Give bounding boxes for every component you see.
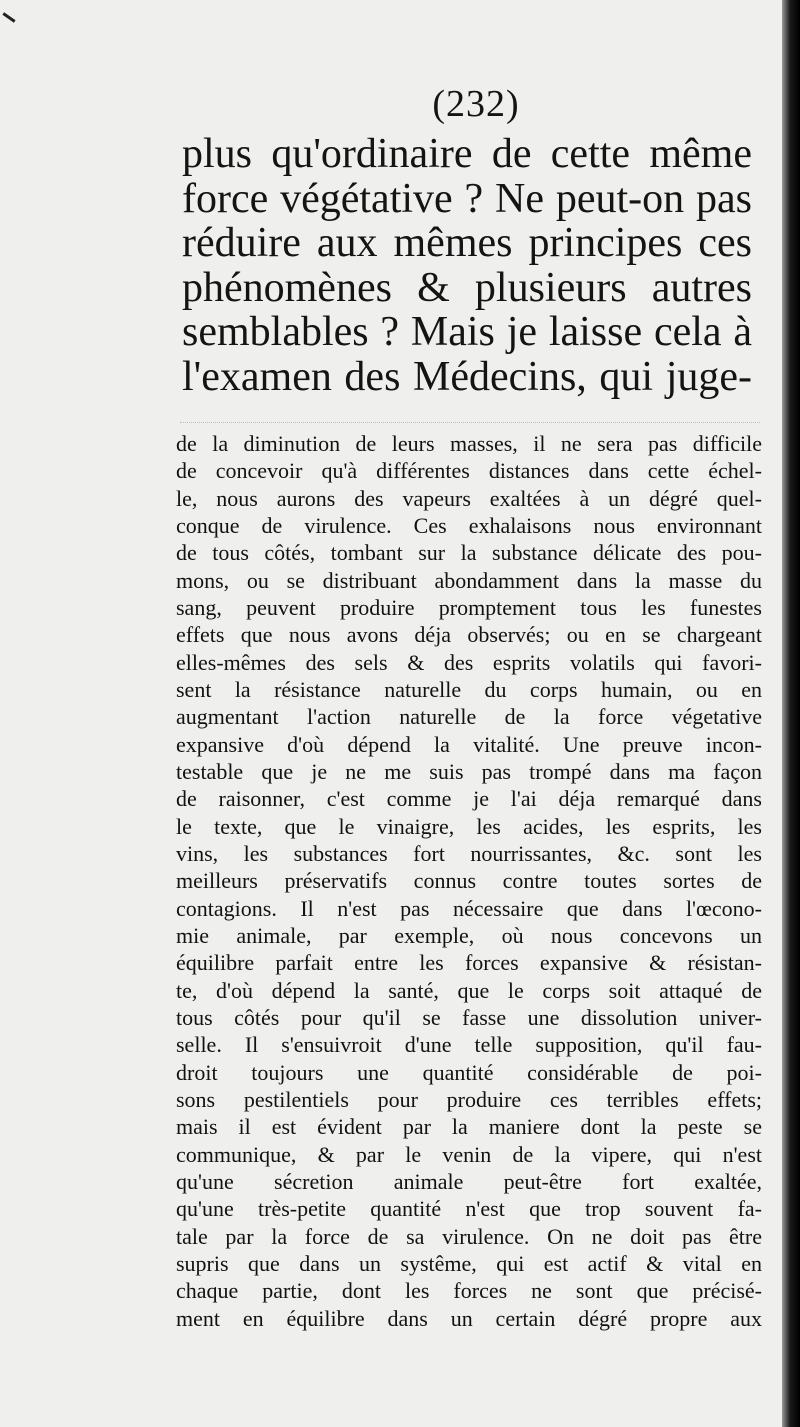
footnote-line: supris que dans un systême, qui est actif & vital en: [176, 1250, 762, 1276]
footnote-line: testable que je ne me suis pas trompé dans ma façon: [176, 758, 762, 784]
main-text-line: force végétative ? Ne peut-on pas: [182, 175, 752, 222]
footnote-line: expansive d'où dépend la vitalité. Une preuve incon-: [176, 731, 762, 757]
main-text-line: semblables ? Mais je laisse cela à: [182, 309, 752, 356]
main-text-line: plus qu'ordinaire de cette même: [182, 131, 752, 177]
footnote-line: elles-mêmes des sels & des esprits volatils qui favori-: [176, 649, 762, 675]
footnote-divider: [180, 422, 760, 423]
footnote-line: chaque partie, dont les forces ne sont que précisé-: [176, 1278, 762, 1304]
corner-mark: [2, 12, 15, 22]
footnote-line: communique, & par le venin de la vipere, qui n'est: [176, 1141, 762, 1167]
footnote-line: ment en équilibre dans un certain dégré propre aux: [176, 1305, 762, 1331]
book-gutter-shadow: [782, 0, 800, 1427]
footnote-line: mie animale, par exemple, où nous concevons un: [176, 922, 762, 948]
footnote-line: de raisonner, c'est comme je l'ai déja remarqué dans: [176, 786, 762, 812]
footnote-line: selle. Il s'ensuivroit d'une telle supposition, qu'il fau-: [176, 1032, 762, 1058]
footnote-line: équilibre parfait entre les forces expansive & résistan-: [176, 950, 762, 976]
footnote-line: de concevoir qu'à différentes distances dans cette échel-: [176, 458, 762, 484]
footnote-line: qu'une très-petite quantité n'est que trop souvent fa-: [176, 1196, 762, 1222]
footnote-line: effets que nous avons déja observés; ou en se chargeant: [176, 622, 762, 648]
footnote-line: droit toujours une quantité considérable de poi-: [176, 1059, 762, 1085]
main-text-line: phénomènes & plusieurs autres: [182, 264, 752, 311]
footnote-line: contagions. Il n'est pas nécessaire que dans l'œcono-: [176, 895, 762, 921]
footnote-line: de la diminution de leurs masses, il ne sera pas difficile: [176, 431, 762, 456]
footnote-line: sang, peuvent produire promptement tous les funestes: [176, 594, 762, 620]
footnote-line: qu'une sécretion animale peut-être fort exaltée,: [176, 1168, 762, 1194]
page-number: (232): [432, 83, 520, 125]
main-text-line: l'examen des Médecins, qui juge-: [182, 353, 752, 400]
main-text: [182, 132, 752, 400]
footnote-line: mais il est évident par la maniere dont la peste se: [176, 1114, 762, 1140]
main-text-line: réduire aux mêmes principes ces: [182, 220, 752, 267]
footnote-line: tale par la force de sa virulence. On ne doit pas être: [176, 1223, 762, 1249]
footnote-line: meilleurs préservatifs connus contre toutes sortes de: [176, 868, 762, 894]
footnote-line: sons pestilentiels pour produire ces terribles effets;: [176, 1086, 762, 1112]
footnote-line: vins, les substances fort nourrissantes, &c. sont les: [176, 840, 762, 866]
footnote-line: te, d'où dépend la santé, que le corps soit attaqué de: [176, 977, 762, 1003]
footnote-line: le, nous aurons des vapeurs exaltées à un dégré quel-: [176, 485, 762, 511]
footnote-line: conque de virulence. Ces exhalaisons nous environnant: [176, 512, 762, 538]
footnote-line: le texte, que le vinaigre, les acides, les esprits, les: [176, 813, 762, 839]
footnote-line: tous côtés pour qu'il se fasse une dissolution univer-: [176, 1004, 762, 1030]
footnote-text: [176, 430, 762, 1332]
footnote-line: augmentant l'action naturelle de la force végetative: [176, 704, 762, 730]
footnote-line: sent la résistance naturelle du corps humain, ou en: [176, 676, 762, 702]
footnote-line: mons, ou se distribuant abondamment dans la masse du: [176, 567, 762, 593]
footnote-line: de tous côtés, tombant sur la substance délicate des pou-: [176, 540, 762, 566]
